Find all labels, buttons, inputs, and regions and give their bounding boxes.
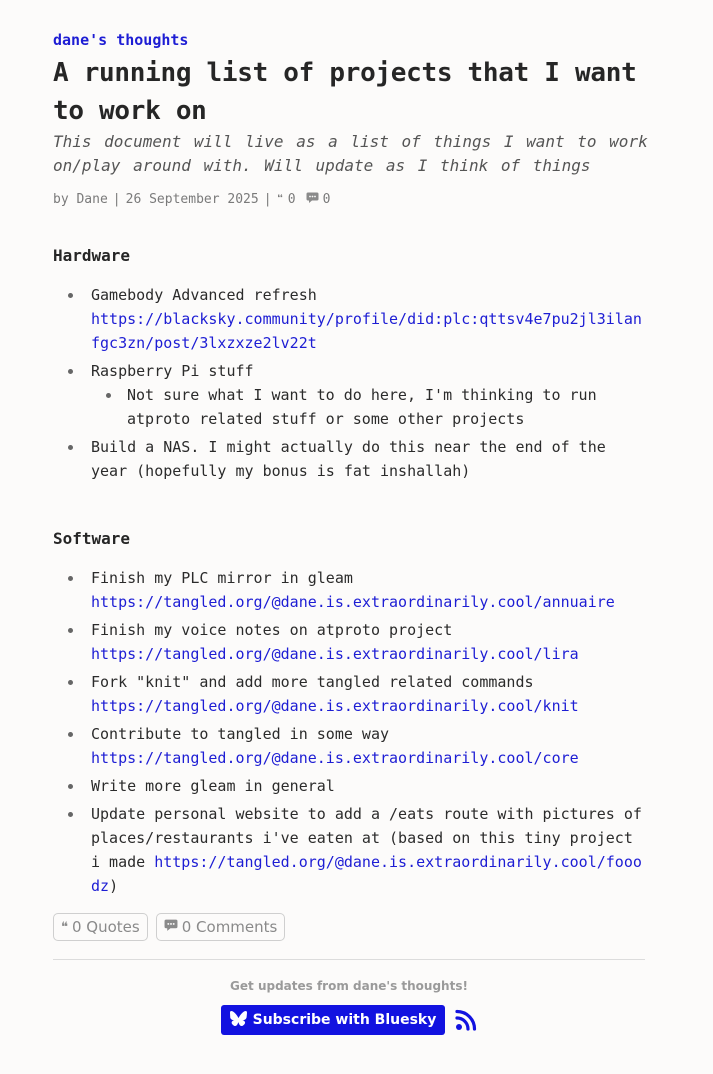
list-item bbox=[53, 566, 645, 614]
comment-icon bbox=[164, 918, 178, 936]
list-item bbox=[53, 774, 645, 798]
bluesky-butterfly-icon bbox=[230, 1011, 247, 1030]
meta-separator: | bbox=[112, 191, 121, 207]
comment-icon bbox=[306, 191, 319, 207]
item-text: Finish my PLC mirror in gleam bbox=[91, 569, 353, 587]
interaction-pills bbox=[53, 913, 645, 941]
item-link[interactable]: https://tangled.org/@dane.is.extraordinarily.cool/annuaire bbox=[91, 593, 615, 611]
subscribe-label: Subscribe with Bluesky bbox=[252, 1012, 437, 1028]
post-meta bbox=[53, 191, 645, 207]
hardware-list bbox=[53, 283, 645, 487]
list-item bbox=[53, 670, 645, 718]
get-updates-text: Get updates from dane's thoughts! bbox=[230, 979, 468, 993]
subscribe-bluesky-button[interactable] bbox=[221, 1005, 446, 1035]
item-text: Fork "knit" and add more tangled related commands bbox=[91, 673, 534, 691]
quotes-count: 0 bbox=[287, 191, 296, 207]
sub-list-item: Not sure what I want to do here, I'm thinking to run atproto related stuff or some other projects bbox=[91, 383, 645, 431]
rss-icon[interactable] bbox=[455, 1009, 477, 1031]
item-text: Finish my voice notes on atproto project bbox=[91, 621, 453, 639]
item-text: Contribute to tangled in some way bbox=[91, 725, 390, 743]
quotes-button[interactable] bbox=[53, 913, 148, 941]
sub-list bbox=[91, 383, 645, 431]
item-link[interactable]: https://tangled.org/@dane.is.extraordinarily.cool/core bbox=[91, 749, 579, 767]
publication-link[interactable]: dane's thoughts bbox=[53, 31, 189, 49]
item-text: Build a NAS. I might actually do this near the end of the year (hopefully my bonus is fat inshallah) bbox=[91, 438, 606, 480]
quote-icon: ❝ bbox=[276, 192, 284, 206]
software-list bbox=[53, 566, 645, 902]
list-item bbox=[53, 283, 645, 355]
divider bbox=[53, 959, 645, 960]
list-item bbox=[53, 618, 645, 666]
post-subtitle: This document will live as a list of things I want to work on/play around with. Will update as I think of things bbox=[53, 132, 648, 175]
section-heading-hardware: Hardware bbox=[53, 246, 131, 265]
item-text: Gamebody Advanced refresh bbox=[91, 286, 317, 304]
list-item bbox=[53, 359, 645, 431]
list-item bbox=[53, 435, 645, 483]
item-link[interactable]: https://tangled.org/@dane.is.extraordinarily.cool/lira bbox=[91, 645, 579, 663]
comments-button[interactable] bbox=[156, 913, 286, 941]
quotes-label: 0 Quotes bbox=[72, 918, 140, 936]
author: by Dane bbox=[53, 191, 108, 207]
section-heading-software: Software bbox=[53, 529, 131, 548]
list-item bbox=[53, 802, 645, 898]
item-link[interactable]: https://tangled.org/@dane.is.extraordinarily.cool/fooodz bbox=[91, 853, 642, 895]
item-text: Update personal website to add a /eats route with pictures of places/restaurants i've eaten at (based on this tiny project i made bbox=[91, 805, 642, 871]
comments-label: 0 Comments bbox=[181, 918, 278, 936]
list-item bbox=[53, 722, 645, 770]
item-text-tail: ) bbox=[109, 877, 119, 895]
post-date: 26 September 2025 bbox=[125, 191, 259, 207]
post-title: A running list of projects that I want to work on bbox=[53, 58, 637, 126]
item-text: Raspberry Pi stuff bbox=[91, 362, 254, 380]
subscribe-row bbox=[53, 1005, 645, 1035]
comments-count: 0 bbox=[322, 191, 331, 207]
item-text: Write more gleam in general bbox=[91, 777, 335, 795]
item-link[interactable]: https://blacksky.community/profile/did:plc:qttsv4e7pu2jl3ilanfgc3zn/post/3lxzxze2lv22t bbox=[91, 310, 642, 352]
meta-separator: | bbox=[263, 191, 272, 207]
quote-icon: ❝ bbox=[61, 919, 68, 935]
item-link[interactable]: https://tangled.org/@dane.is.extraordinarily.cool/knit bbox=[91, 697, 579, 715]
